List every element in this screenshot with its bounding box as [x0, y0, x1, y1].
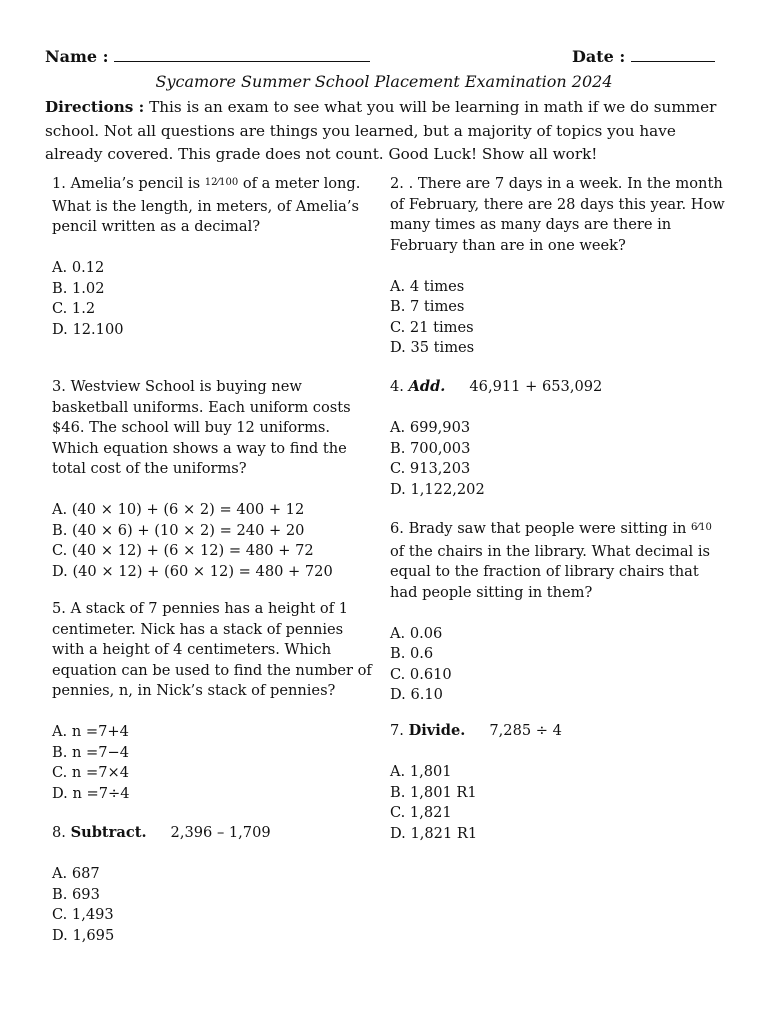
- question-4: [390, 377, 730, 500]
- choice-c[interactable]: C. 1.2: [52, 300, 96, 317]
- choice-b[interactable]: B. 693: [52, 885, 100, 903]
- choice-a[interactable]: A. (40 × 10) + (6 × 2) = 400 + 12: [52, 501, 305, 518]
- question-6: [390, 519, 730, 706]
- choice-d[interactable]: D. 1,122,202: [390, 480, 485, 498]
- choice-c[interactable]: C. n =7×4: [52, 764, 129, 781]
- date-label: Date :: [572, 47, 626, 66]
- choice-b[interactable]: B. (40 × 6) + (10 × 2) = 240 + 20: [52, 521, 305, 539]
- choice-b[interactable]: B. 700,003: [390, 439, 471, 457]
- directions: [45, 96, 735, 167]
- question-2-stem: 2. . There are 7 days in a week. In the month of February, there are 28 days this year. How many times as many days are there in February than are in one week?: [390, 175, 725, 254]
- choice-c[interactable]: C. 1,821: [390, 804, 452, 821]
- fraction: 12⁄100: [204, 177, 239, 188]
- choice-a[interactable]: A. 4 times: [390, 277, 465, 295]
- question-4-choices: [390, 418, 730, 500]
- choice-d[interactable]: D. (40 × 12) + (60 × 12) = 480 + 720: [52, 562, 333, 580]
- operation-keyword: Add.: [408, 378, 446, 395]
- question-7: [390, 721, 730, 844]
- directions-label: Directions :: [45, 98, 145, 116]
- question-2: [390, 174, 730, 359]
- choice-a[interactable]: A. 687: [52, 865, 100, 882]
- date-blank-line[interactable]: [631, 47, 715, 62]
- choice-d[interactable]: D. n =7÷4: [52, 784, 130, 802]
- question-1: [52, 174, 380, 340]
- choice-b[interactable]: B. 1,801 R1: [390, 783, 477, 801]
- fraction: 6⁄10: [691, 522, 712, 533]
- question-5-choices: [52, 722, 380, 804]
- expression: 7,285 ÷ 4: [489, 722, 562, 739]
- question-6-stem: 6. Brady saw that people were sitting in $^{6⁄10}$ of the chairs in the library. What decimal is equal to the fraction of library chairs that had people sitting in them?: [390, 520, 712, 601]
- operation-keyword: Divide.: [408, 722, 466, 739]
- choice-c[interactable]: C. (40 × 12) + (6 × 12) = 480 + 72: [52, 542, 314, 559]
- question-7-stem: 7. Divide. 7,285 ÷ 4: [390, 722, 562, 739]
- question-4-stem: 4. Add. 46,911 + 653,092: [390, 378, 603, 395]
- operation-keyword: Subtract.: [70, 824, 147, 841]
- question-3: [52, 377, 380, 582]
- question-6-choices: [390, 624, 730, 706]
- question-5-stem: 5. A stack of 7 pennies has a height of 1 centimeter. Nick has a stack of pennies with a height of 4 centimeters. Which equation can be used to find the number of pennies, n, in Nick’s stack of pennies?: [52, 600, 372, 699]
- question-8-stem: 8. Subtract. 2,396 – 1,709: [52, 824, 271, 841]
- choice-a[interactable]: A. 0.06: [390, 624, 443, 642]
- question-1-choices: [52, 258, 380, 340]
- choice-a[interactable]: A. 0.12: [52, 259, 105, 276]
- choice-a[interactable]: A. n =7+4: [52, 723, 129, 740]
- choice-b[interactable]: B. 0.6: [390, 645, 434, 662]
- date-field[interactable]: [572, 47, 715, 66]
- directions-text: This is an exam to see what you will be learning in math if we do summer school. Not all questions are things you learned, but a majority of topics you have already covered. This grade does not count. Good Luck! Show all work!: [45, 98, 717, 163]
- choice-c[interactable]: C. 1,493: [52, 906, 114, 923]
- question-8: [52, 823, 380, 946]
- choice-b[interactable]: B. 1.02: [52, 279, 105, 297]
- expression: 46,911 + 653,092: [469, 378, 603, 395]
- expression: 2,396 – 1,709: [170, 824, 271, 841]
- choice-d[interactable]: D. 12.100: [52, 320, 124, 338]
- question-1-stem: 1. Amelia’s pencil is $^{12⁄100}$ of a meter long. What is the length, in meters, of Amelia’s pencil written as a decimal?: [52, 175, 361, 235]
- choice-a[interactable]: A. 699,903: [390, 419, 471, 436]
- choice-b[interactable]: B. 7 times: [390, 298, 465, 315]
- question-2-choices: [390, 277, 730, 359]
- choice-c[interactable]: C. 0.610: [390, 665, 452, 683]
- choice-c[interactable]: C. 21 times: [390, 318, 474, 336]
- choice-d[interactable]: D. 35 times: [390, 339, 475, 356]
- question-3-choices: [52, 500, 380, 582]
- name-blank-line[interactable]: [114, 47, 370, 62]
- choice-d[interactable]: D. 1,821 R1: [390, 824, 478, 842]
- choice-a[interactable]: A. 1,801: [390, 763, 452, 780]
- choice-d[interactable]: D. 6.10: [390, 686, 443, 703]
- choice-d[interactable]: D. 1,695: [52, 926, 115, 944]
- question-3-stem: 3. Westview School is buying new basketball uniforms. Each uniform costs $46. The school will buy 12 uniforms. Which equation shows a way to find the total cost of the uniforms?: [52, 378, 351, 477]
- question-7-choices: [390, 762, 730, 844]
- exam-title: Sycamore Summer School Placement Examination 2024: [155, 72, 613, 91]
- choice-c[interactable]: C. 913,203: [390, 460, 471, 477]
- name-field[interactable]: [45, 47, 370, 66]
- question-8-choices: [52, 864, 380, 946]
- name-label: Name :: [45, 47, 109, 66]
- question-5: [52, 599, 380, 804]
- choice-b[interactable]: B. n =7−4: [52, 743, 130, 761]
